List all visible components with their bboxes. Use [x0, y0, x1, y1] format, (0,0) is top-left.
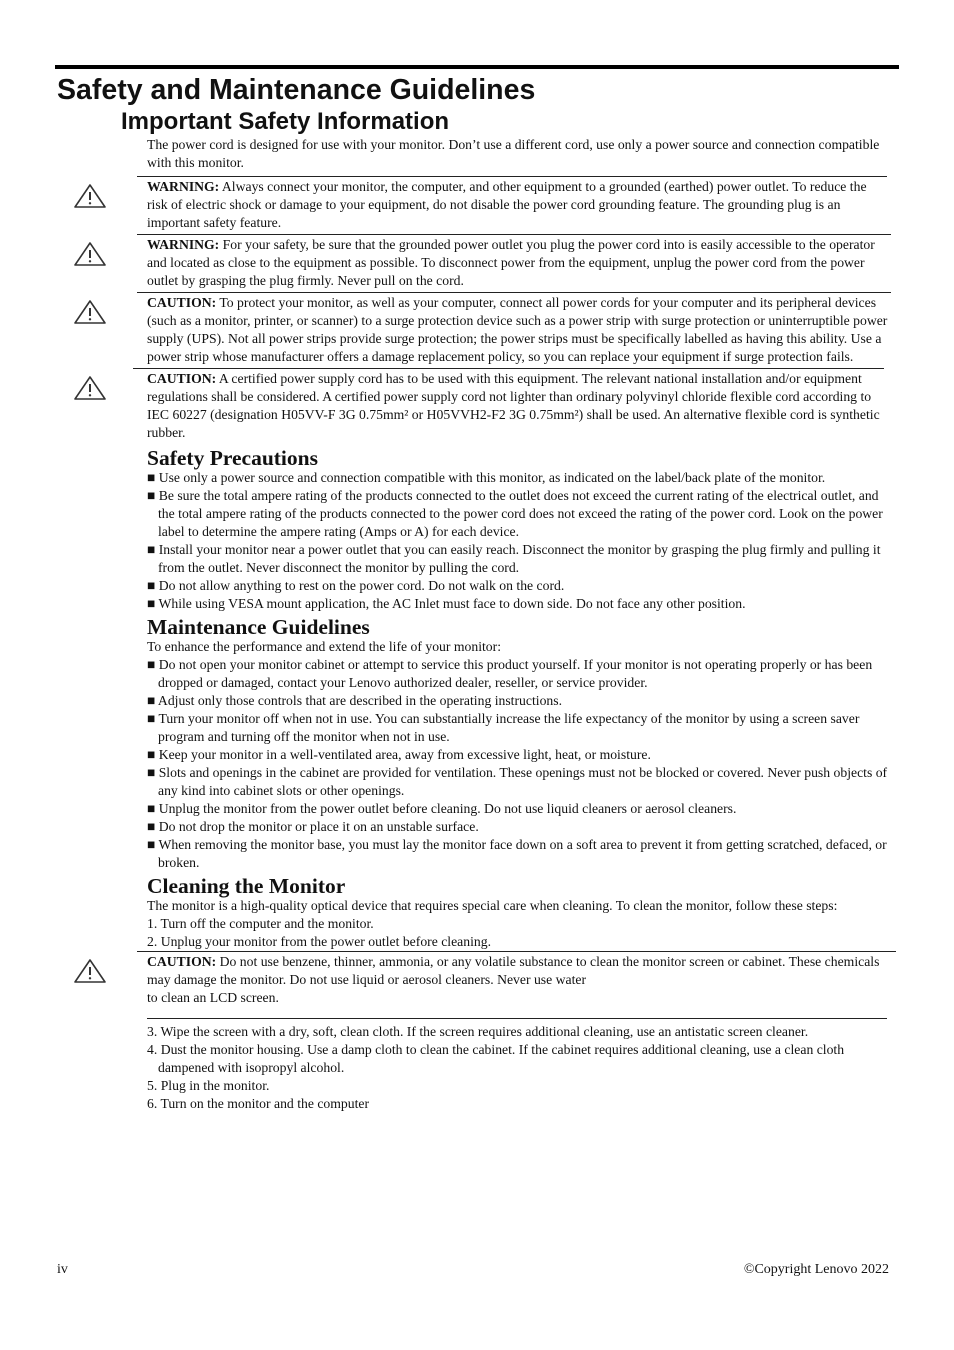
step-item: 2. Unplug your monitor from the power outlet before cleaning. — [147, 934, 491, 949]
list-item: ■ When removing the monitor base, you must lay the monitor face down on a soft area to prevent it from getting scratched, defaced, or broken. — [147, 837, 887, 870]
notice-text-continued: to clean an LCD screen. — [147, 990, 279, 1005]
list-item: ■ Be sure the total ampere rating of the products connected to the outlet does not exceed the current rating of the electrical outlet, and the total ampere rating of the products connected to the power cord does not exceed the rating of the power cord. Look on the power label to determine the ampere rating (Amps or A) for each device. — [147, 488, 883, 539]
list-item: ■ While using VESA mount application, the AC Inlet must face to down side. Do not face any other position. — [147, 596, 746, 611]
warning-triangle-icon — [73, 375, 107, 401]
list-item: ■ Slots and openings in the cabinet are provided for ventilation. These openings must not be blocked or covered. Never push objects of any kind into cabinet slots or other openings. — [147, 765, 888, 798]
intro-paragraph: The power cord is designed for use with your monitor. Don’t use a different cord, use only a power source and connection compatible with this monitor. — [147, 137, 880, 170]
top-rule — [55, 65, 899, 69]
list-item: ■ Do not open your monitor cabinet or attempt to service this product yourself. If your monitor is not operating properly or has been dropped or damaged, contact your Lenovo authorized dealer, reseller, or service provider. — [147, 657, 873, 690]
caution-notice-cleaning — [137, 951, 896, 1009]
warning-triangle-icon — [73, 958, 107, 984]
warning-triangle-icon — [73, 183, 107, 209]
cleaning-intro: The monitor is a high-quality optical device that requires special care when cleaning. To clean the monitor, follow these steps: — [147, 898, 838, 913]
section-title-important-safety: Important Safety Information — [121, 108, 450, 135]
list-item: ■ Do not allow anything to rest on the power cord. Do not walk on the cord. — [147, 578, 565, 593]
step-item: 5. Plug in the monitor. — [147, 1078, 270, 1093]
warning-notice-1 — [137, 176, 887, 234]
page-title: Safety and Maintenance Guidelines — [57, 74, 536, 106]
notice-text: A certified power supply cord has to be used with this equipment. The relevant national installation and/or equipment regulations shall be considered. A certified power supply cord not lighter than ordinary polyvinyl chloride flexible cord according to IEC 60227 (designation H05VV-F 3G 0.75mm² or H05VVH2-F2 3G 0.75mm²) shall be used. An alternative flexible cord is synthetic rubber. — [147, 371, 880, 440]
notice-text: To protect your monitor, as well as your computer, connect all power cords for your computer and its peripheral devices (such as a monitor, printer, or scanner) to a surge protection device such as a power strip with surge protection or uninterruptible power supply (UPS). Not all power strips provide surge protection; the power strips must be specifically labelled as having this ability. Use a power strip whose manufacturer offers a damage replacement policy, so you can replace your equipment if surge protection fails. — [147, 295, 888, 364]
list-item: ■ Do not drop the monitor or place it on an unstable surface. — [147, 819, 479, 834]
caution-notice-2 — [133, 368, 884, 444]
list-item: ■ Keep your monitor in a well-ventilated area, away from excessive light, heat, or moisture. — [147, 747, 651, 762]
notice-text: Always connect your monitor, the computer, and other equipment to a grounded (earthed) power outlet. To reduce the risk of electric shock or damage to your equipment, do not disable the power cord grounding feature. The grounding plug is an important safety feature. — [147, 179, 867, 230]
notice-label: WARNING: — [147, 179, 220, 194]
maintenance-intro: To enhance the performance and extend the life of your monitor: — [147, 639, 502, 654]
step-item: 3. Wipe the screen with a dry, soft, clean cloth. If the screen requires additional cleaning, use an antistatic screen cleaner. — [147, 1024, 809, 1039]
list-item: ■ Install your monitor near a power outlet that you can easily reach. Disconnect the monitor by grasping the plug firmly and pulling it from the outlet. Never disconnect the monitor by pulling the cord. — [147, 542, 881, 575]
notice-label: CAUTION: — [147, 954, 217, 969]
notice-text: Do not use benzene, thinner, ammonia, or any volatile substance to clean the monitor screen or cabinet. These chemicals may damage the monitor. Do not use liquid or aerosol cleaners. Never use water — [147, 954, 880, 987]
section-title-maintenance: Maintenance Guidelines — [147, 615, 370, 639]
list-item: ■ Use only a power source and connection compatible with this monitor, as indicated on the label/back plate of the monitor. — [147, 470, 826, 485]
content — [147, 136, 892, 1113]
section-title-safety-precautions: Safety Precautions — [147, 446, 318, 470]
notice-label: CAUTION: — [147, 371, 217, 386]
warning-triangle-icon — [73, 241, 107, 267]
page-number: iv — [57, 1262, 68, 1277]
caution-notice-1 — [137, 292, 891, 368]
list-item: ■ Adjust only those controls that are described in the operating instructions. — [147, 693, 563, 708]
step-item: 4. Dust the monitor housing. Use a damp cloth to clean the cabinet. If the cabinet requires additional cleaning, use a clean cloth dampened with isopropyl alcohol. — [147, 1042, 845, 1075]
step-item: 1. Turn off the computer and the monitor. — [147, 916, 374, 931]
cleaning-steps — [147, 1023, 892, 1113]
warning-notice-2 — [137, 234, 891, 292]
notice-label: WARNING: — [147, 237, 220, 252]
notice-text: For your safety, be sure that the grounded power outlet you plug the power cord into is easily accessible to the operator and located as close to the equipment as possible. To disconnect power from the equipment, unplug the power cord from the power outlet by grasping the plug firmly. Never pull on the cord. — [147, 237, 875, 288]
copyright: ©Copyright Lenovo 2022 — [743, 1262, 889, 1277]
list-item: ■ Turn your monitor off when not in use. You can substantially increase the life expectancy of the monitor by using a screen saver program and turning off the monitor when not in use. — [147, 711, 860, 744]
section-title-cleaning: Cleaning the Monitor — [147, 874, 346, 898]
step-item: 6. Turn on the monitor and the computer — [147, 1096, 370, 1111]
list-item: ■ Unplug the monitor from the power outlet before cleaning. Do not use liquid cleaners or aerosol cleaners. — [147, 801, 737, 816]
divider — [147, 1018, 887, 1019]
notice-label: CAUTION: — [147, 295, 217, 310]
warning-triangle-icon — [73, 299, 107, 325]
